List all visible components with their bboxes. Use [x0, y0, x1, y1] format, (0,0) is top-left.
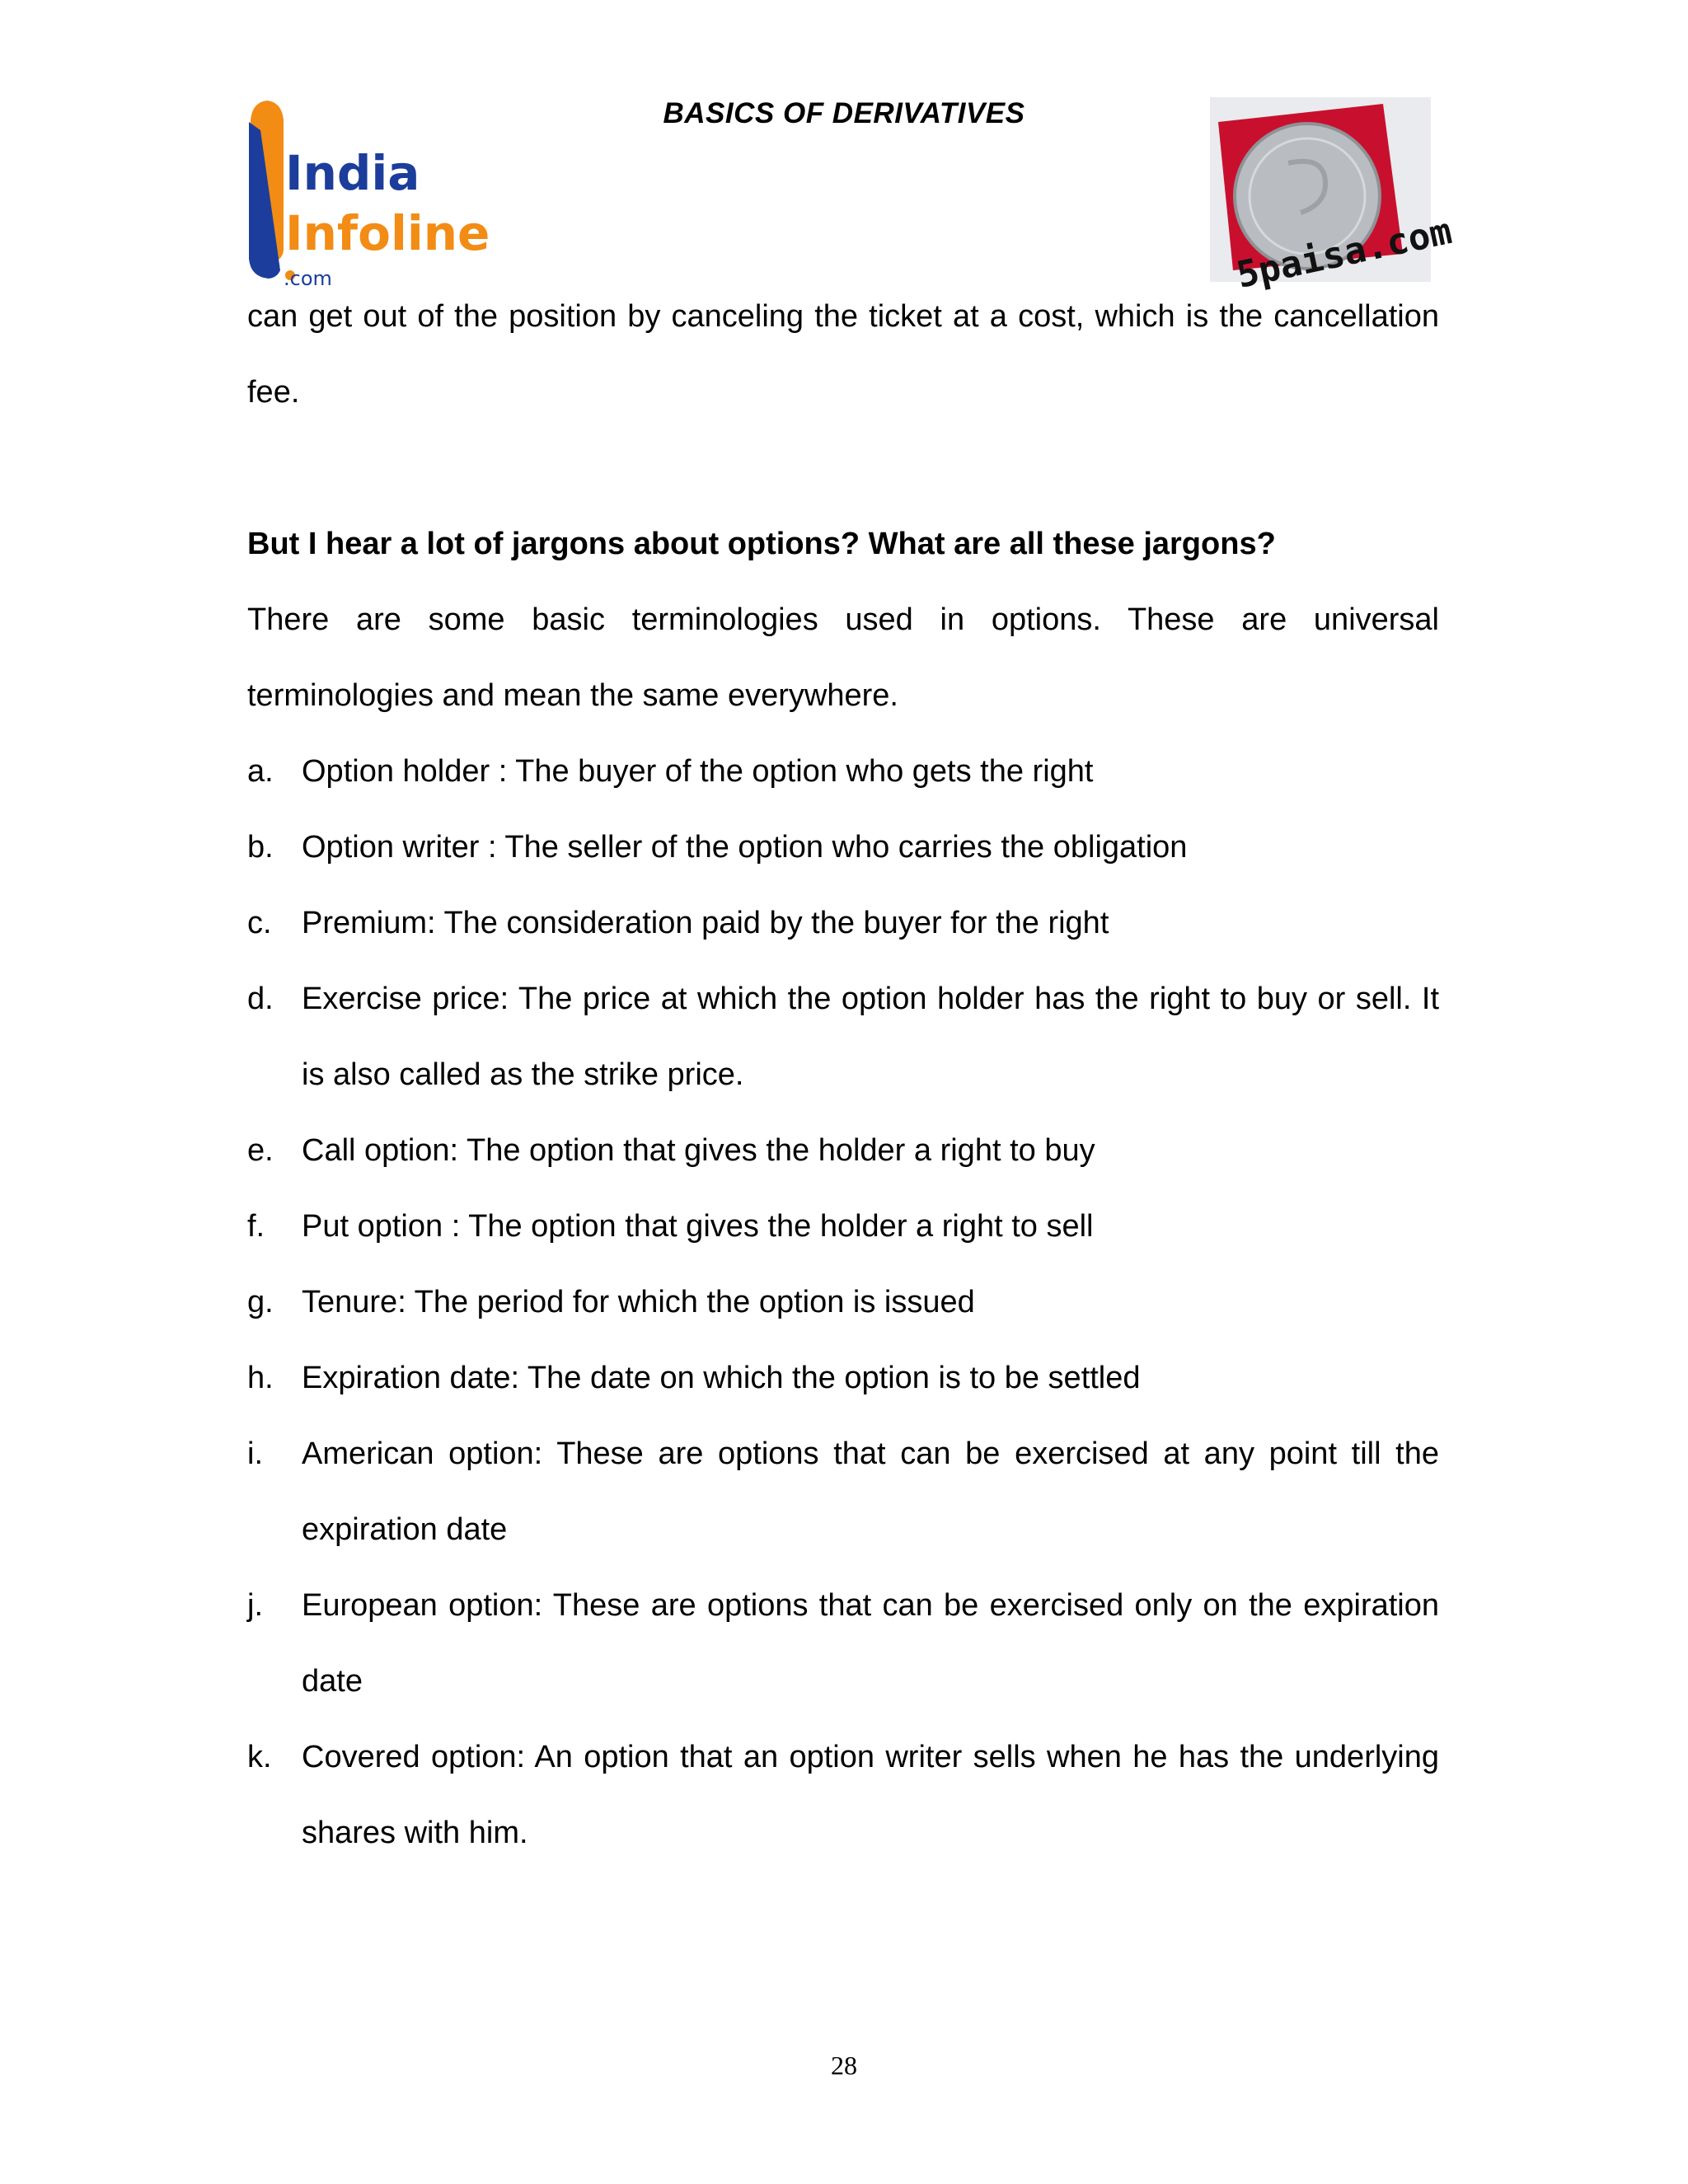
- section-heading: But I hear a lot of jargons about options? What are all these jargons?: [247, 527, 1276, 561]
- logo-line1: India: [285, 145, 420, 201]
- list-item-text: Option writer : The seller of the option who carries the obligation: [302, 830, 1188, 865]
- list-item-text: Tenure: The period for which the option is issued: [302, 1285, 975, 1319]
- list-marker: d.: [247, 982, 274, 1016]
- list-item-text: Exercise price: The price at which the option holder has the right to buy or sell. It is also called as the strike price.: [302, 982, 1439, 1092]
- list-item: [247, 961, 1439, 1113]
- list-item-text: American option: These are options that can be exercised at any point till the expiration date: [302, 1436, 1439, 1547]
- list-marker: b.: [247, 830, 274, 865]
- intro-paragraph: There are some basic terminologies used in options. These are universal terminologies and mean the same everywhere.: [247, 602, 1439, 713]
- terminology-list: [247, 733, 1439, 1871]
- list-item-text: Premium: The consideration paid by the buyer for the right: [302, 906, 1109, 940]
- list-item-text: European option: These are options that can be exercised only on the expiration date: [302, 1588, 1439, 1699]
- list-item-text: Expiration date: The date on which the option is to be settled: [302, 1361, 1141, 1395]
- list-item: [247, 1188, 1439, 1264]
- list-item: [247, 1264, 1439, 1340]
- list-marker: a.: [247, 754, 274, 789]
- running-head: BASICS OF DERIVATIVES: [663, 97, 1025, 129]
- list-item: [247, 1416, 1439, 1568]
- list-item-text: Put option : The option that gives the holder a right to sell: [302, 1209, 1094, 1244]
- list-marker: k.: [247, 1740, 272, 1774]
- list-item: [247, 733, 1439, 809]
- logo-line2: Infoline: [285, 205, 490, 261]
- page-number: 28: [831, 2050, 857, 2080]
- list-item-text: Call option: The option that gives the holder a right to buy: [302, 1133, 1095, 1168]
- list-item-text: Covered option: An option that an option writer sells when he has the underlying shares with him.: [302, 1740, 1439, 1850]
- list-marker: j.: [247, 1588, 263, 1623]
- list-marker: f.: [247, 1209, 265, 1244]
- list-marker: e.: [247, 1133, 274, 1168]
- list-item: [247, 1568, 1439, 1719]
- list-item-text: Option holder : The buyer of the option who gets the right: [302, 754, 1094, 789]
- list-marker: g.: [247, 1285, 274, 1319]
- list-item: [247, 885, 1439, 961]
- list-marker: c.: [247, 906, 272, 940]
- list-marker: i.: [247, 1436, 263, 1471]
- 5paisa-logo: [1210, 97, 1456, 297]
- list-item: [247, 1340, 1439, 1416]
- list-item: [247, 1719, 1439, 1871]
- document-body: [247, 279, 1439, 1871]
- logo-suffix: .com: [284, 267, 332, 290]
- list-item: [247, 1113, 1439, 1188]
- paragraph-gap: [247, 430, 1439, 506]
- logo-right-text: 5paisa.com: [1233, 209, 1456, 297]
- list-marker: h.: [247, 1361, 274, 1395]
- continuation-paragraph: can get out of the position by canceling the ticket at a cost, which is the cancellation fee.: [247, 299, 1439, 410]
- list-item: [247, 809, 1439, 885]
